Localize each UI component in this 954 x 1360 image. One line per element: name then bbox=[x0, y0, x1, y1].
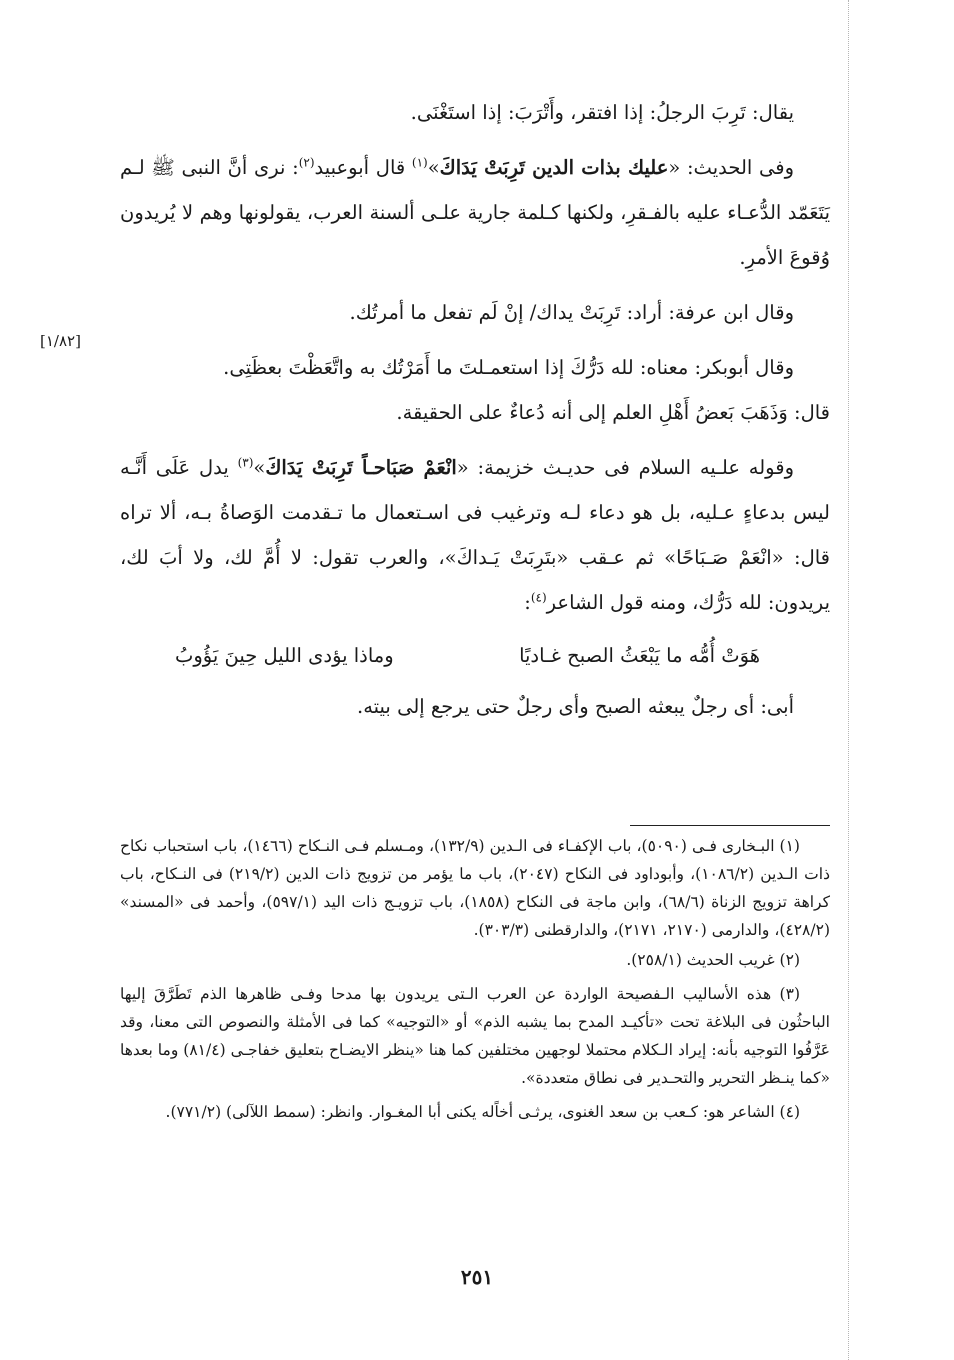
footnotes bbox=[120, 832, 830, 1128]
footnote-separator bbox=[630, 825, 830, 826]
paragraph-6 bbox=[120, 445, 830, 625]
page-edge-line bbox=[848, 0, 849, 1360]
hadith-quote-2: انْعَمْ صَبَاحـاً تَرِبَتْ يَدَاكَ bbox=[265, 456, 457, 479]
margin-reference: [١/٨٢] bbox=[40, 332, 81, 350]
main-text bbox=[120, 90, 830, 729]
page-number: ٢٥١ bbox=[460, 1265, 494, 1289]
paragraph-2-intro: وفى الحديث: « bbox=[668, 156, 794, 179]
poetry-verse bbox=[120, 633, 830, 678]
footnote-3: (٣) هذه الأساليب الـفصيحة الواردة عن العرب الـتى يريدون بها مدحا وفـى ظاهرها الذم تَطَرَّقَ إليها الباحثُون فى البلاغة تحت «تأكيـد المدح بما يشبه الذم» أو «التوجيه» كما فى الأمثلة والنصوص التى معنا، وقد عَرَّفُوا التوجيه بأنه: إيراد الـكلام محتملا لوجهين مختلفين كما هنا «ينظر الايضـاح بتعليق خفاجـى (٨١/٤) وما بعدها «كما ينـظر التحرير والتحـدير فى نطاق متعددة». bbox=[120, 985, 830, 1087]
paragraph-6-intro: وقوله علـيه السلام فى حديـث خزيمة: « bbox=[456, 456, 794, 479]
paragraph-6-end: : bbox=[524, 591, 531, 614]
footnote-2: (٢) غريب الحديث (٢٥٨/١). bbox=[626, 951, 800, 969]
quote-close-1: » bbox=[427, 156, 440, 179]
footnote-ref-1: (١) bbox=[411, 155, 428, 170]
paragraph-2 bbox=[120, 145, 830, 280]
hadith-quote-1: عليك بذات الدين تَرِبَتْ يَدَاكَ bbox=[439, 156, 669, 179]
footnote-4: (٤) الشاعر هو: كـعب بن سعد الغنوى، يرثـى أخاًله يكنى أبا المغـوار. وانظر: (سمط اللآلى) (٧٧١/٢). bbox=[165, 1103, 800, 1121]
paragraph-1: يقال: تَرِبَ الرجلُ: إذا افتقر، وأَتْرَبَ: إذا استَغْنَى. bbox=[410, 101, 794, 124]
paragraph-5: قال: وَذَهَبَ بَعضُ أَهْلِ العلم إلى أنه دُعاءٌ على الحقيقة. bbox=[396, 401, 830, 424]
footnote-ref-3: (٣) bbox=[237, 455, 254, 470]
paragraph-3: وقال ابن عرفة: أراد: تَرِبَتْ يداك/ إنْ لَم تفعل ما أمرتُك. bbox=[349, 301, 794, 324]
paragraph-6-body: يدل عَلَى أَنَّـه ليس بدعاءٍ عـليه، بل هو دعاء لـه وترغيب فى اسـتعمال ما تـقدمت الوَصاةُ بـه، ألا تراه قال: «انْعَمْ صَـبَاحًا» ثم عـقب «بتَرِبَتْ يَـداكَ»، والعرب تقول: لا أُمَّ لك، ولا أبَ لك، يريدون: لله دَرُّك، ومنه قول الشاعر bbox=[120, 456, 830, 614]
paragraph-2-mid: قال أبوعبيد bbox=[314, 156, 412, 179]
footnote-1: (١) البـخارى فـى (٥٠٩٠)، باب الإكفـاء فى الـدين (١٣٢/٩)، ومـسلم فـى النـكاح (١٤٦٦)، باب استحباب نكاح ذات الـدين (١٠٨٦/٢)، وأبوداود فى النكاح (٢٠٤٧)، باب ما يؤمر من تزويج ذات الدين (٢١٩/٢) فى النـكاح، باب كراهة تزويج الزناة (٦٨/٦)، وابن ماجة فى النكاح (١٨٥٨)، باب تزويـج ذات اليد (٥٩٧/١)، وأحمد فى «المسند» (٤٢٨/٢)، والدارمى (٢١٧٠، ٢١٧١)، والدارقطنى (٣٠٣/٣). bbox=[120, 837, 830, 939]
paragraph-2-rest: : نرى أنَّ النبى ﷺ لـم يَتَعَمّد الدُّعـاء عليه بالفـقرِ، ولكنها كـلمة جارية علـى ألسنة العرب، يقولونها وهم لا يُريدون وُقوعَ الأمرِ. bbox=[120, 156, 830, 269]
paragraph-7: أبى: أى رجلٌ يبعثه الصبح وأى رجلٌ حتى يرجع إلى بيته. bbox=[357, 695, 794, 718]
footnote-ref-2: (٢) bbox=[298, 155, 315, 170]
verse-hemistich-2: وماذا يؤدى الليل حِينَ يَؤُوبُ bbox=[175, 644, 394, 667]
quote-close-2: » bbox=[253, 456, 266, 479]
footnote-ref-4: (٤) bbox=[530, 590, 547, 605]
paragraph-4: وقال أبوبكر: معناه: لله دَرُّكَ إذا استعمـلتَ ما أَمَرْتُك به واتَّعَظْتَ بعظَتِى. bbox=[223, 356, 794, 379]
verse-hemistich-1: هَوَتْ أُمُّه ما يَبْعَثُ الصبح غـاديًا bbox=[519, 644, 760, 667]
